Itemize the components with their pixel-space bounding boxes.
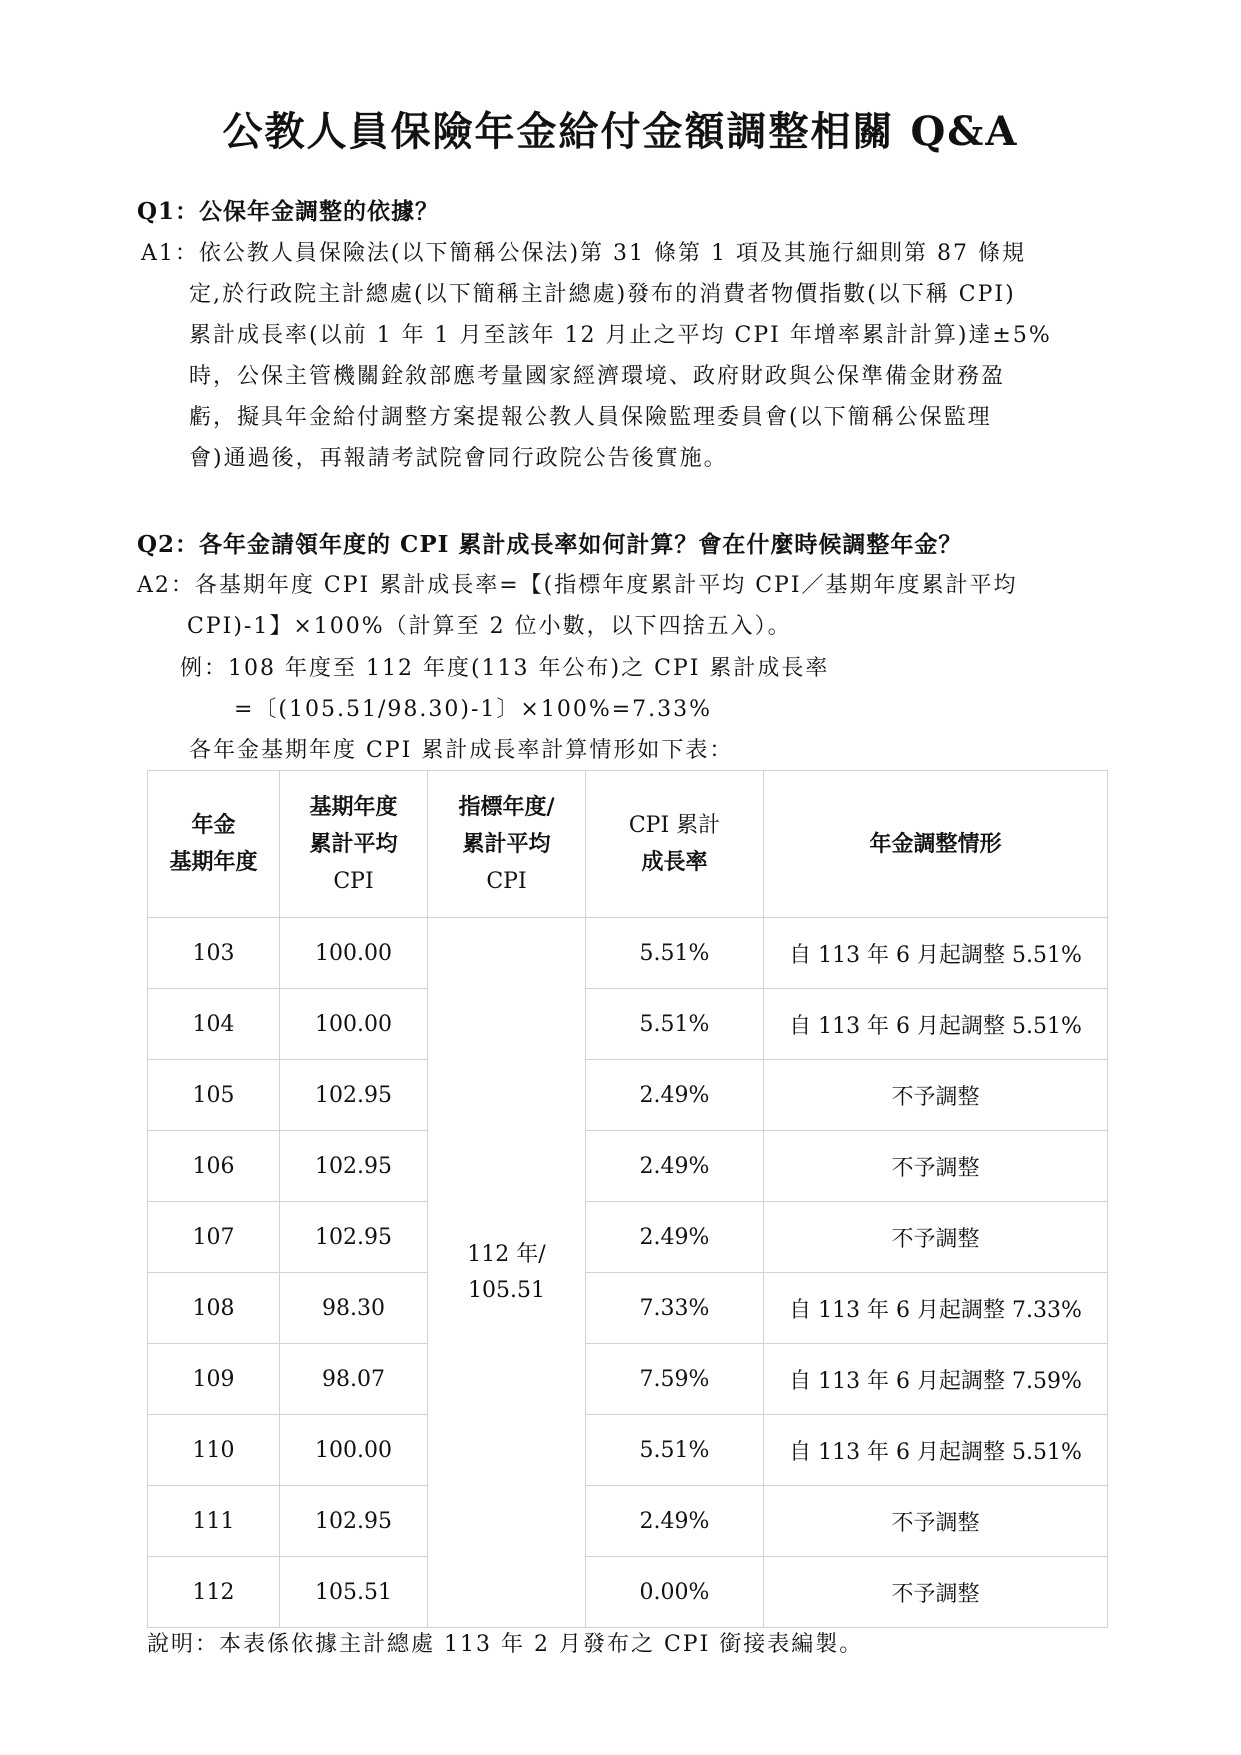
- cell-base-cpi: 105.51: [280, 1557, 428, 1628]
- answer-2-line-1: A2：各基期年度 CPI 累計成長率=【(指標年度累計平均 CPI／基期年度累計平均: [137, 573, 1018, 598]
- cell-base-cpi: 100.00: [280, 989, 428, 1060]
- index-cpi-value: 105.51: [468, 1277, 545, 1303]
- header-text: CPI: [486, 868, 527, 894]
- cell-growth: 5.51%: [586, 1415, 764, 1486]
- header-text: 累計平均: [462, 830, 551, 857]
- table-row: [148, 1344, 1108, 1415]
- question-2: Q2：各年金請領年度的 CPI 累計成長率如何計算？會在什麼時候調整年金？: [137, 531, 963, 558]
- table-row: [148, 1486, 1108, 1557]
- cell-adjust: 不予調整: [764, 1557, 1108, 1628]
- cell-base-cpi: 100.00: [280, 918, 428, 989]
- answer-1-line-3: 累計成長率(以前 1 年 1 月至該年 12 月止之平均 CPI 年增率累計計算)達±5%: [189, 323, 1052, 348]
- header-text: 基期年度: [309, 793, 398, 820]
- table-row: [148, 1557, 1108, 1628]
- cpi-table: [147, 770, 1108, 1628]
- cell-year: 108: [148, 1273, 280, 1344]
- cell-adjust: 自 113 年 6 月起調整 5.51%: [764, 989, 1108, 1060]
- answer-1-line-6: 會)通過後，再報請考試院會同行政院公告後實施。: [189, 446, 728, 471]
- cell-growth: 7.33%: [586, 1273, 764, 1344]
- table-row: [148, 1060, 1108, 1131]
- header-text: 累計平均: [309, 830, 398, 857]
- header-index-cpi: [428, 771, 586, 918]
- cell-year: 103: [148, 918, 280, 989]
- page-title: 公教人員保險年金給付金額調整相關 Q&A: [222, 108, 1019, 155]
- cell-adjust: 自 113 年 6 月起調整 7.33%: [764, 1273, 1108, 1344]
- cell-year: 112: [148, 1557, 280, 1628]
- cell-base-cpi: 102.95: [280, 1486, 428, 1557]
- header-text: 年金: [191, 812, 236, 838]
- cell-adjust: 不予調整: [764, 1202, 1108, 1273]
- header-text: 指標年度/: [458, 793, 555, 820]
- cell-year: 111: [148, 1486, 280, 1557]
- cell-index-cpi: [428, 918, 586, 1628]
- answer-1-line-5: 虧，擬具年金給付調整方案提報公教人員保險監理委員會(以下簡稱公保監理: [189, 405, 992, 430]
- cell-growth: 2.49%: [586, 1131, 764, 1202]
- question-1: Q1：公保年金調整的依據？: [137, 198, 440, 225]
- cell-adjust: 不予調整: [764, 1060, 1108, 1131]
- header-text: CPI: [333, 868, 374, 894]
- table-row: [148, 918, 1108, 989]
- cell-growth: 2.49%: [586, 1202, 764, 1273]
- example-formula: =〔(105.51/98.30)-1〕×100%=7.33%: [234, 697, 713, 722]
- cell-base-cpi: 98.07: [280, 1344, 428, 1415]
- cell-adjust: 自 113 年 6 月起調整 7.59%: [764, 1344, 1108, 1415]
- cell-growth: 0.00%: [586, 1557, 764, 1628]
- cell-base-cpi: 98.30: [280, 1273, 428, 1344]
- table-row: [148, 1131, 1108, 1202]
- answer-2-line-2: CPI)-1】×100%（計算至 2 位小數，以下四捨五入）。: [187, 614, 792, 639]
- example-line: 例：108 年度至 112 年度(113 年公布)之 CPI 累計成長率: [180, 656, 830, 681]
- header-adjustment: 年金調整情形: [764, 771, 1108, 918]
- cell-base-cpi: 102.95: [280, 1131, 428, 1202]
- cell-year: 107: [148, 1202, 280, 1273]
- header-base-year: [148, 771, 280, 918]
- table-intro: 各年金基期年度 CPI 累計成長率計算情形如下表：: [189, 738, 734, 763]
- table-row: [148, 989, 1108, 1060]
- header-text: 基期年度: [169, 849, 258, 875]
- cell-year: 110: [148, 1415, 280, 1486]
- cell-growth: 2.49%: [586, 1060, 764, 1131]
- cell-adjust: 不予調整: [764, 1131, 1108, 1202]
- cell-base-cpi: 102.95: [280, 1060, 428, 1131]
- cell-year: 105: [148, 1060, 280, 1131]
- header-base-cpi: [280, 771, 428, 918]
- index-cpi-year: 112 年/: [467, 1241, 546, 1267]
- answer-1-line-2: 定,於行政院主計總處(以下簡稱主計總處)發布的消費者物價指數(以下稱 CPI): [189, 282, 1016, 307]
- table-row: [148, 1415, 1108, 1486]
- cell-adjust: 自 113 年 6 月起調整 5.51%: [764, 918, 1108, 989]
- cell-growth: 7.59%: [586, 1344, 764, 1415]
- header-text: CPI 累計: [628, 813, 721, 838]
- cell-year: 106: [148, 1131, 280, 1202]
- header-growth-rate: [586, 771, 764, 918]
- cell-growth: 2.49%: [586, 1486, 764, 1557]
- cell-year: 104: [148, 989, 280, 1060]
- table-row: [148, 1202, 1108, 1273]
- table-row: [148, 1273, 1108, 1344]
- cell-year: 109: [148, 1344, 280, 1415]
- cell-base-cpi: 100.00: [280, 1415, 428, 1486]
- cell-growth: 5.51%: [586, 918, 764, 989]
- cell-growth: 5.51%: [586, 989, 764, 1060]
- answer-1-line-1: A1：依公教人員保險法(以下簡稱公保法)第 31 條第 1 項及其施行細則第 87 條規: [141, 241, 1026, 266]
- cell-adjust: 不予調整: [764, 1486, 1108, 1557]
- table-note: 說明：本表係依據主計總處 113 年 2 月發布之 CPI 銜接表編製。: [147, 1632, 864, 1657]
- table-header-row: [148, 771, 1108, 918]
- cell-base-cpi: 102.95: [280, 1202, 428, 1273]
- answer-1-line-4: 時，公保主管機關銓敘部應考量國家經濟環境、政府財政與公保準備金財務盈: [189, 364, 1006, 389]
- cell-adjust: 自 113 年 6 月起調整 5.51%: [764, 1415, 1108, 1486]
- header-text: 成長率: [641, 849, 708, 875]
